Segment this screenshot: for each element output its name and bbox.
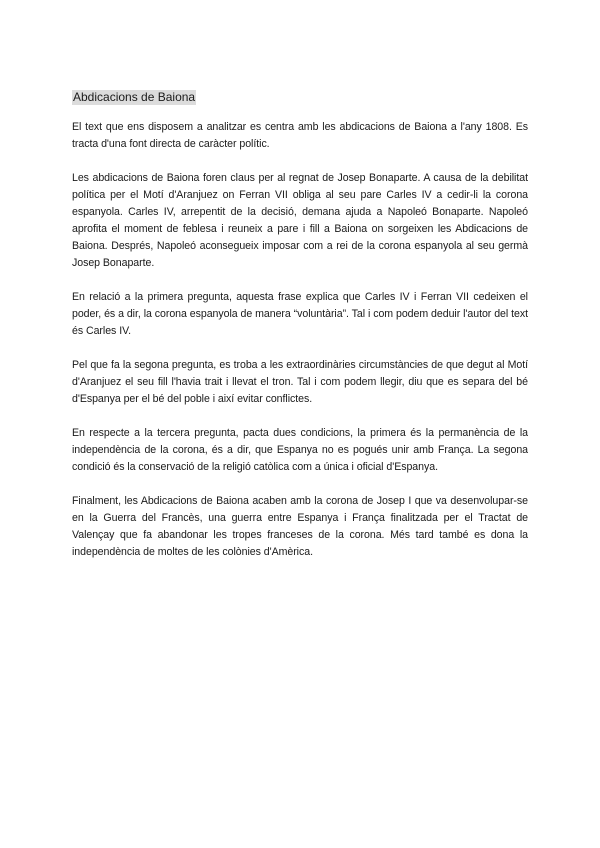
paragraph-question-1: En relació a la primera pregunta, aquesta frase explica que Carles IV i Ferran VII cedeixen el poder, és a dir, la corona espanyola de manera “voluntària”. Tal i com podem deduir l'autor del text és Carles IV. [72,291,528,337]
paragraph-question-3: En respecte a la tercera pregunta, pacta dues condicions, la primera és la permanència de la independència de la corona, és a dir, que Espanya no es pogués unir amb França. La segona condició és la conservació de la religió catòlica com a única i oficial d'Espanya. [72,427,528,473]
paragraph-intro: El text que ens disposem a analitzar es centra amb les abdicacions de Baiona a l'any 1808. Es tracta d'una font directa de caràcter polític. [72,121,528,150]
paragraph-context: Les abdicacions de Baiona foren claus per al regnat de Josep Bonaparte. A causa de la debilitat política per el Motí d'Aranjuez on Ferran VII obliga al seu pare Carles IV a cedir-li la corona espanyola. Carles IV, arrepentit de la decisió, demana ajuda a Napoleó Bonaparte. Napoleó aprofita el moment de feblesa i reuneix a pare i fill a Baiona on sorgeixen les Abdicacions de Baiona. Després, Napoleó aconsegueix imposar com a rei de la corona espanyola al seu germà Josep Bonaparte. [72,172,528,269]
document-page [72,88,528,578]
paragraph-conclusion: Finalment, les Abdicacions de Baiona acaben amb la corona de Josep I que va desenvolupar-se en la Guerra del Francès, una guerra entre Espanya i França finalitzada per el Tractat de Valençay que fa abandonar les tropes franceses de la corona. Més tard també es dona la independència de moltes de les colònies d'Amèrica. [72,495,528,558]
document-title: Abdicacions de Baiona [73,90,196,104]
paragraph-question-2: Pel que fa la segona pregunta, es troba a les extraordinàries circumstàncies de que degut al Motí d'Aranjuez el seu fill l'havia trait i llevat el tron. Tal i com podem llegir, diu que es separa del bé d'Espanya per el bé del poble i així evitar conflictes. [72,359,528,405]
